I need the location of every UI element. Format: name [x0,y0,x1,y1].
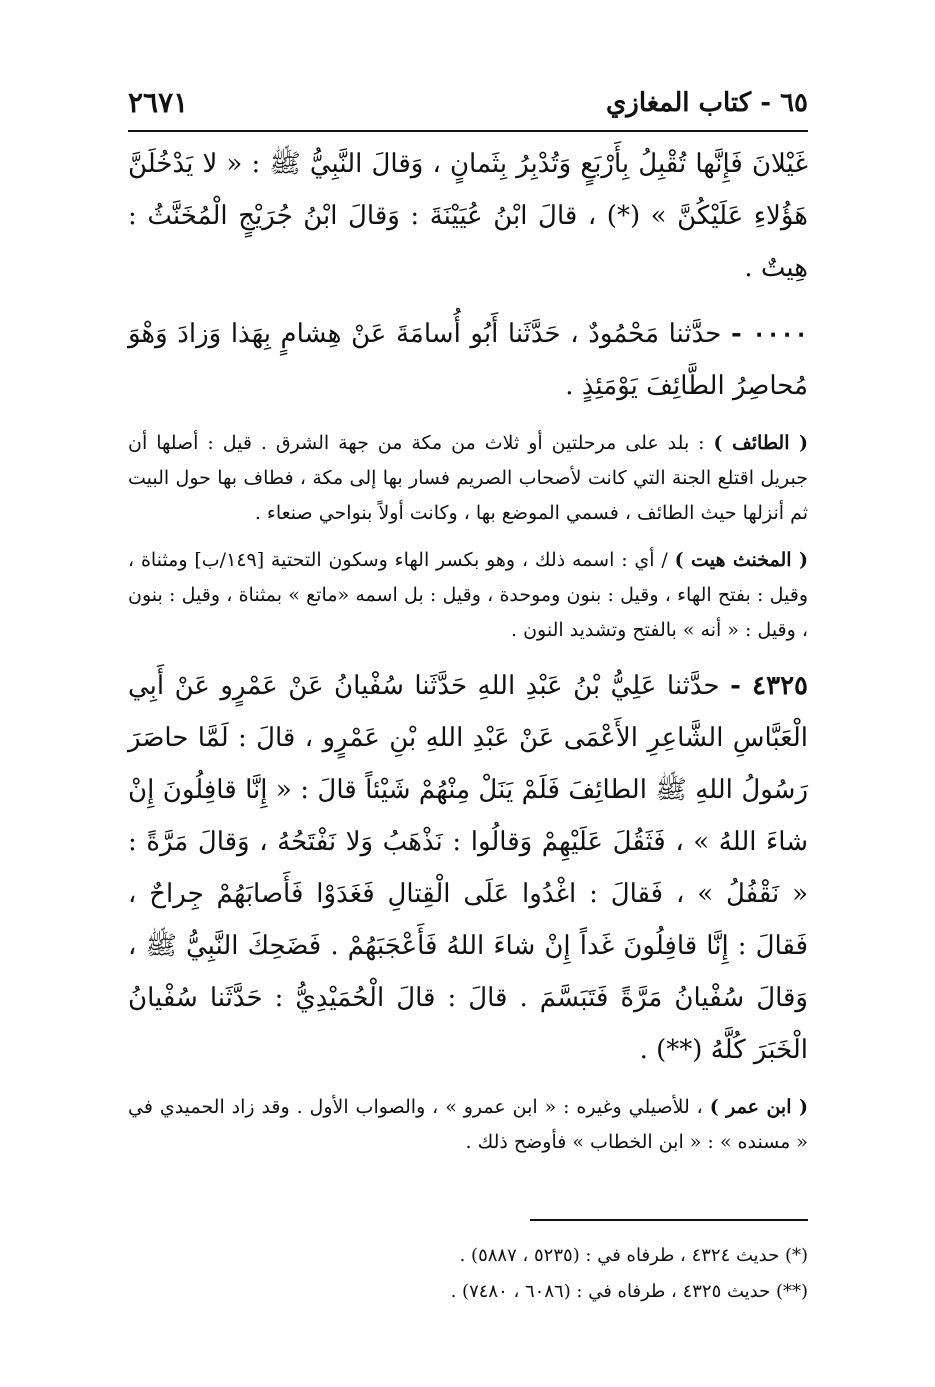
footnote: (**) حديث ٤٣٢٥ ، طرفاه في : (٦٠٨٦ ، ٧٤٨٠) . [450,1281,808,1302]
commentary-lemma: ( الطائف ) [713,432,808,454]
footnotes [128,1238,808,1310]
commentary-lemma: ( ابن عمر ) [709,1096,808,1118]
footnote-separator [530,1219,808,1221]
hadith-text: حدَّثنا عَلِيُّ بْنُ عَبْدِ اللهِ حَدَّثَنا سُفْيانُ عَنْ عَمْرٍو عَنْ أَبِي الْعَبَّاسِ الشَّاعِرِ الأَعْمَى عَنْ عَبْدِ اللهِ بْنِ عَمْرٍو ، قالَ : لَمَّا حاصَرَ رَسُولُ اللهِ ﷺ الطائِفَ فَلَمْ يَنَلْ مِنْهُمْ شَيْئاً قالَ : « إِنَّا قافِلُونَ إِنْ شاءَ اللهُ » ، فَثَقُلَ عَلَيْهِمْ وَقالُوا : نَذْهَبُ وَلا نَفْتَحُهُ ، وَقالَ مَرَّةً : « نَقْفُلُ » ، فَقالَ : اغْدُوا عَلَى الْقِتالِ فَغَدَوْا فَأَصابَهُمْ جِراحٌ ، فَقالَ : إِنَّا قافِلُونَ غَداً إِنْ شاءَ اللهُ فَأَعْجَبَهُمْ . فَضَحِكَ النَّبِيُّ ﷺ ، وَقالَ سُفْيانُ مَرَّةً فَتَبَسَّمَ . قالَ : قالَ الْحُمَيْدِيُّ : حَدَّثَنا سُفْيانُ الْخَبَرَ كُلَّهُ (**) . [128,671,808,1065]
hadith-block [128,308,808,412]
footnote: (*) حديث ٤٣٢٤ ، طرفاه في : (٥٢٣٥ ، ٥٨٨٧) . [459,1245,808,1266]
commentary-text: : بلد على مرحلتين أو ثلاث من مكة من جهة الشرق . قيل : أصلها أن جبريل اقتلع الجنة التي كانت لأصحاب الصريم فسار بها إلى مكة ، فطاف بها حول البيت ثم أنزلها حيث الطائف ، فسمي الموضع بها ، وكانت أولاً بنواحي صنعاء . [128,432,808,524]
hadith-continuation [128,138,808,294]
hadith-text: غَيْلانَ فَإِنَّها تُقْبِلُ بِأَرْبَعٍ وَتُدْبِرُ بِثَمانٍ ، وَقالَ النَّبِيُّ ﷺ : « لا يَدْخُلَنَّ هَؤُلاءِ عَلَيْكُنَّ » (*) ، قالَ ابْنُ عُيَيْنَةَ : وَقالَ ابْنُ جُرَيْجٍ الْمُخَنَّثُ : هِيتٌ . [128,149,808,283]
page-header [128,82,808,132]
commentary-text: ، للأصيلي وغيره : « ابن عمرو » ، والصواب الأول . وقد زاد الحميدي في « مسنده » : « ابن الخطاب » فأوضح ذلك . [128,1096,808,1153]
commentary-block [128,1090,808,1160]
commentary-block [128,426,808,531]
hadith-text: حدَّثنا مَحْمُودٌ ، حَدَّثَنا أَبُو أُسامَةَ عَنْ هِشامٍ بِهَذا وَزادَ وَهْوَ مُحاصِرُ الطَّائِفَ يَوْمَئِذٍ . [128,319,808,401]
page-number: ٢٦٧١ [128,86,189,119]
chapter-title: ٦٥ - كتاب المغازي [605,88,808,118]
commentary-text: / أي : اسمه ذلك ، وهو بكسر الهاء وسكون التحتية [١٤٩/ب] ومثناة ، وقيل : بفتح الهاء ، وقيل : بنون وموحدة ، وقيل : بل اسمه «ماتع » بمثناة ، وقيل : بنون ، وقيل : « أنه » بالفتح وتشديد النون . [128,549,808,641]
page-body [128,138,808,1172]
commentary-block [128,543,808,648]
commentary-lemma: ( المخنث هيت ) [674,549,808,571]
hadith-number: ٠٠٠٠ - [730,319,809,349]
hadith-block [128,660,808,1076]
hadith-number: ٤٣٢٥ - [730,671,808,701]
header-rule [128,130,808,132]
